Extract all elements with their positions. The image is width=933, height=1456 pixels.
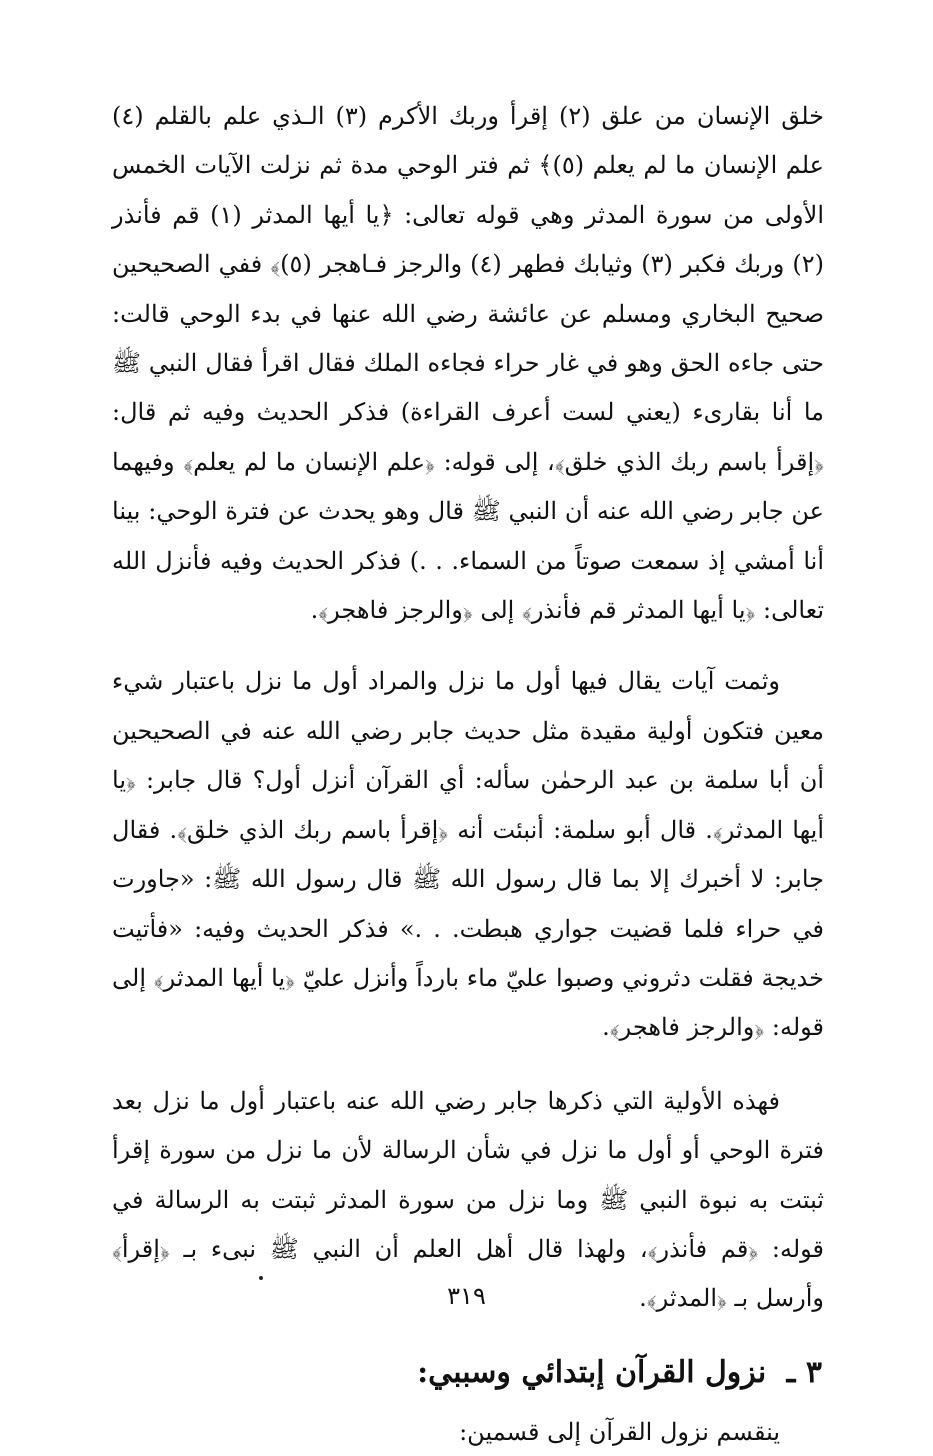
section-intro-line: ينقسم نزول القرآن إلى قسمين: [459, 1417, 780, 1446]
section-number: ٣ ـ [786, 1354, 822, 1390]
section-title: نزول القرآن إبتدائي وسببي: [417, 1354, 767, 1390]
page-number: ٣١٩ [447, 1282, 486, 1310]
section-heading [112, 1346, 824, 1400]
paragraph-revelation-start: خلق الإنسان من علق (٢) إقرأ وربك الأكرم (٣) الـذي علم بالقلم (٤) علم الإنسان ما لم يعلم (٥)﴾ ثم فتر الوحي مدة ثم نزلت الآيات الخمس الأولى من سورة المدثر وهي قوله تعالى: ﴿يا أيها المدثر (١) قم فأنذر (٢) وربك فكبر (٣) وثيابك فطهر (٤) والرجز فـاهجر (٥)﴾ ففي الصحيحين صحيح البخاري ومسلم عن عائشة رضي الله عنها في بدء الوحي قالت: حتى جاءه الحق وهو في غار حراء فجاءه الملك فقال اقرأ فقال النبي ﷺ ما أنا بقارىء (يعني لست أعرف القراءة) فذكر الحديث وفيه ثم قال: ﴿إقرأ باسم ربك الذي خلق﴾، إلى قوله: ﴿علم الإنسان ما لم يعلم﴾ وفيهما عن جابر رضي الله عنه أن النبي ﷺ قال وهو يحدث عن فترة الوحي: بينا أنا أمشي إذ سمعت صوتاً من السماء. . .) فذكر الحديث وفيه فأنزل الله تعالى: ﴿يا أيها المدثر قم فأنذر﴾ إلى ﴿والرجز فاهجر﴾. [112, 102, 825, 625]
paragraph-relative-firstness: وثمت آيات يقال فيها أول ما نزل والمراد أول ما نزل باعتبار شيء معين فتكون أولية مقيدة مثل حديث جابر رضي الله عنه في الصحيحين أن أبا سلمة بن عبد الرحمٰن سأله: أي القرآن أنزل أول؟ قال جابر: ﴿يا أيها المدثر﴾. قال أبو سلمة: أنبئت أنه ﴿إقرأ باسم ربك الذي خلق﴾. فقال جابر: لا أخبرك إلا بما قال رسول الله ﷺ قال رسول الله ﷺ: «جاورت في حراء فلما قضيت جواري هبطت. . .» فذكر الحديث وفيه: «فأتيت خديجة فقلت دثروني وصبوا عليّ ماء بارداً وأنزل عليّ ﴿يا أيها المدثر﴾ إلى قوله: ﴿والرجز فاهجر﴾. [112, 667, 825, 1042]
ink-dot [259, 1276, 263, 1280]
page-body [112, 92, 824, 1456]
paragraph-jabir-explanation: فهذه الأولية التي ذكرها جابر رضي الله عنه باعتبار أول ما نزل بعد فترة الوحي أو أول ما نزل في شأن الرسالة لأن ما نزل من سورة إقرأ ثبتت به نبوة النبي ﷺ وما نزل من سورة المدثر ثبتت به الرسالة في قوله: ﴿قم فأنذر﴾، ولهذا قال أهل العلم أن النبي ﷺ نبىء بـ ﴿إقرأ﴾ وأرسل بـ ﴿المدثر﴾. [112, 1086, 824, 1313]
